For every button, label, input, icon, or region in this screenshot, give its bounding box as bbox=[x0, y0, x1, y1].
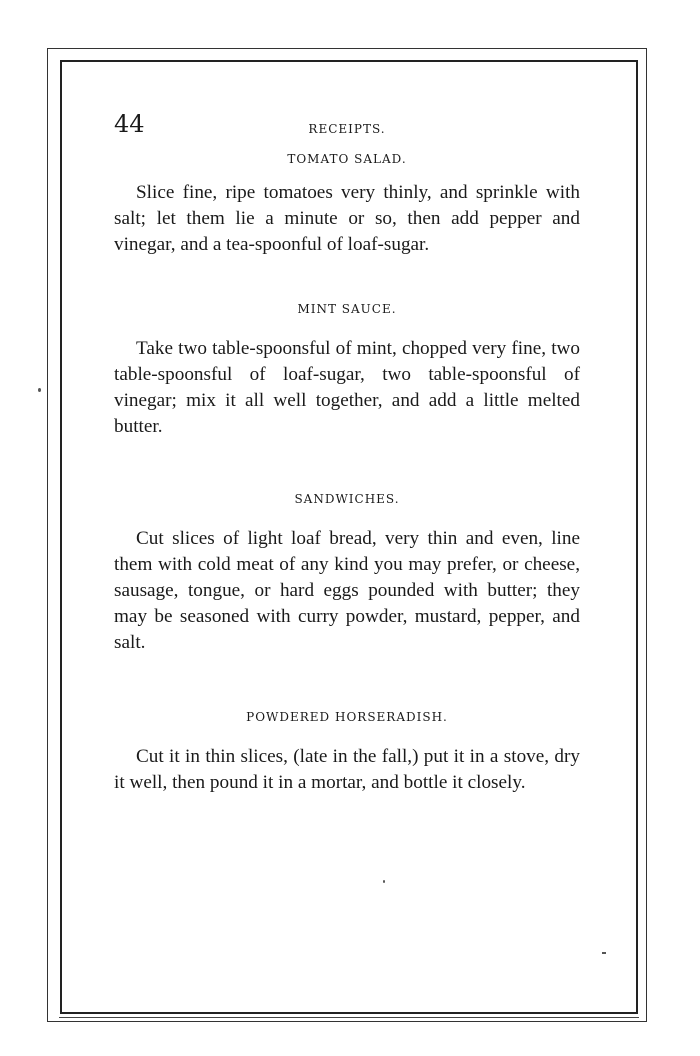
page-number: 44 bbox=[114, 110, 145, 138]
recipe-tomato-salad bbox=[114, 152, 580, 258]
recipe-mint-sauce bbox=[114, 302, 580, 440]
recipe-title: SANDWICHES. bbox=[294, 492, 400, 506]
page-content bbox=[114, 110, 580, 796]
recipe-body: Slice fine, ripe tomatoes very thinly, and sprinkle with salt; let them lie a minute or so, then add pepper and vinegar, and a tea-spoonful of loaf-sugar. bbox=[114, 182, 580, 255]
recipe-title: MINT SAUCE. bbox=[297, 302, 397, 316]
recipe-body: Take two table-spoonsful of mint, chopped very fine, two table-spoonsful of loaf-sugar, two table-spoonsful of vinegar; mix it all well together, and add a little melted butter. bbox=[114, 338, 580, 437]
print-speck bbox=[602, 952, 606, 954]
recipe-body: Cut it in thin slices, (late in the fall,) put it in a stove, dry it well, then pound it in a mortar, and bottle it closely. bbox=[114, 746, 580, 793]
recipe-sandwiches bbox=[114, 492, 580, 656]
running-head bbox=[114, 110, 580, 146]
running-title: RECEIPTS. bbox=[308, 122, 386, 136]
print-speck bbox=[38, 388, 41, 392]
recipe-powdered-horseradish bbox=[114, 710, 580, 796]
print-speck bbox=[383, 880, 385, 883]
recipe-body: Cut slices of light loaf bread, very thin and even, line them with cold meat of any kind you may prefer, or cheese, sausage, tongue, or hard eggs pounded with butter; they may be seasoned with curry powder, mustard, pepper, and salt. bbox=[114, 528, 580, 653]
recipe-title: TOMATO SALAD. bbox=[287, 152, 407, 166]
recipe-title: POWDERED HORSERADISH. bbox=[246, 710, 448, 724]
